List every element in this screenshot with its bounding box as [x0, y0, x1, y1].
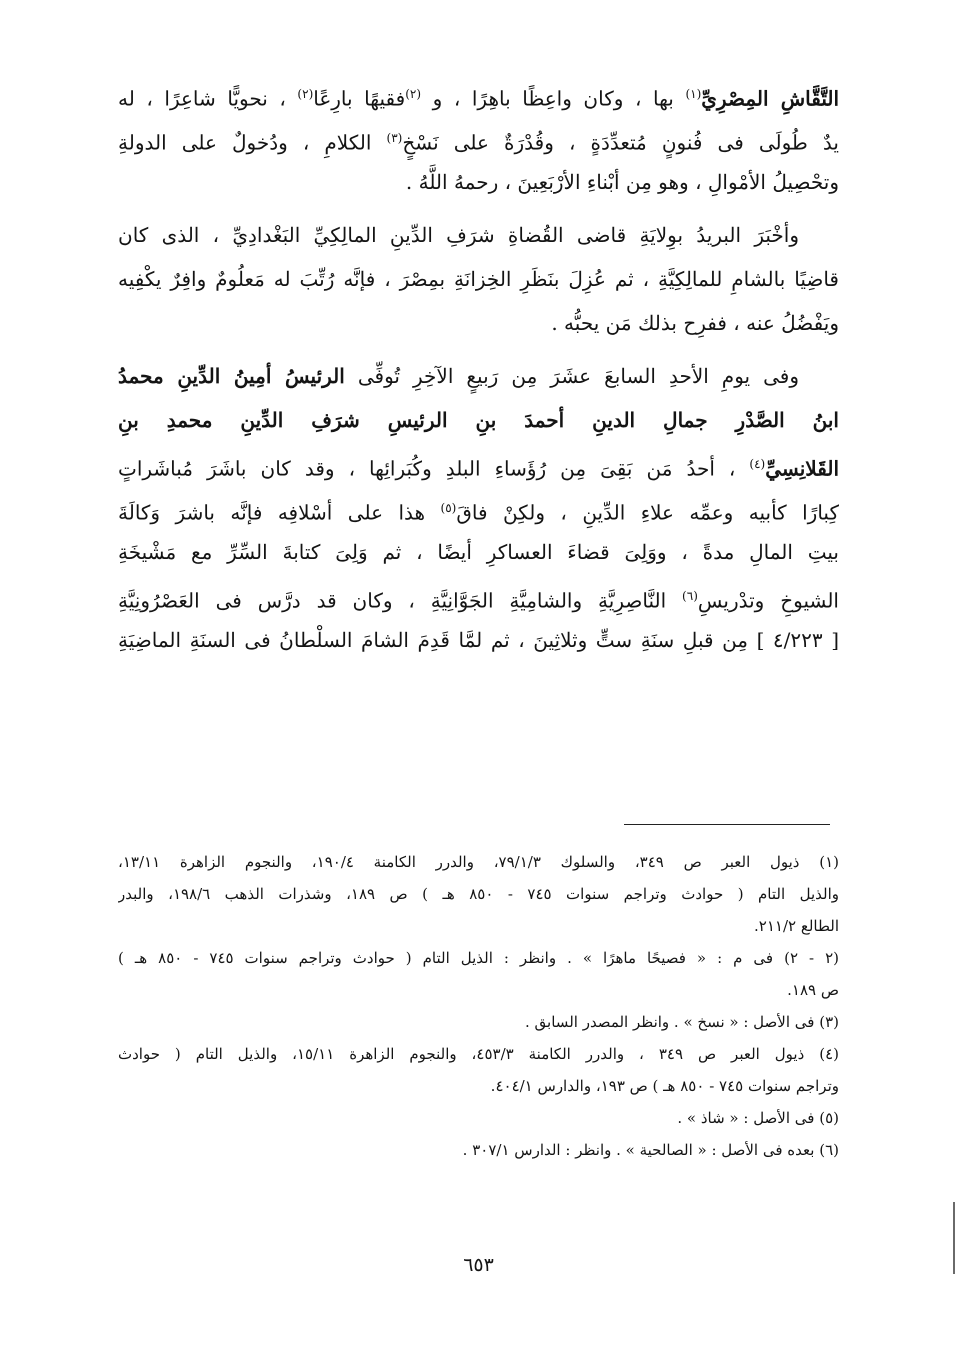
footnote-line: (٤) ذيول العبر ص ٣٤٩ ، والدرر الكامنة ٤٥٣/٣، والنجوم الزاهرة ١٥/١١، والذيل التام ( حوادث: [118, 1045, 839, 1063]
bold-name: التَّقَّاشِ المِصْرِيِّ: [701, 86, 839, 111]
bold-name: القَلانِسِيِّ: [765, 456, 839, 481]
bold-name: ابنُ الصَّدْرِ جمالِ الدينِ أحمدَ بنِ الرئيسِ شرَفِ الدِّينِ محمدِ بنِ: [118, 408, 839, 432]
paragraph-gap: [118, 204, 839, 213]
footnote-marker: (١): [685, 87, 702, 101]
text-run: هذا على أسْلافِه فإنَّه باشرَ وَكالَةَ: [118, 500, 441, 525]
footnote-marker: (٥): [440, 501, 457, 515]
text-line: [118, 301, 839, 345]
footnote-line: (٢ - ٢) فى م : « فصيحًا ماهرًا » . وانظر : الذيل التام ( حوادث وتراجم سنوات ٧٤٥ - ٨٥٠ هـ ): [118, 949, 839, 967]
text-run: ، أحدُ مَن بَقِىَ مِن رُؤَساءِ البلدِ وكُبَرائِها ، وقد كان باشَرَ مُباشَراتٍ: [118, 456, 750, 481]
text-run: كِبارًا كأبيه وعمِّه علاءِ الدِّينِ ، ولكِنْ فاقَ: [456, 500, 839, 525]
text-line: [118, 354, 839, 398]
footnote-marker: (٦): [682, 589, 698, 603]
footnote-line: (٦) بعده فى الأصل : « الصالحية » . وانظر : الدارس ٣٠٧/١ .: [462, 1141, 839, 1159]
footnote-separator: [624, 824, 830, 825]
footnote-line: (٥) فى الأصل : « شاذ » .: [677, 1109, 839, 1127]
text-line: [118, 72, 839, 116]
footnote-line: الطالع ٢١١/٢.: [754, 917, 839, 935]
main-text: [118, 72, 839, 662]
text-line: [118, 486, 839, 530]
text-run: الكلامِ ، ودُخولٌ على الدولةِ: [118, 130, 387, 155]
footnote-line: والذيل التام ( حوادث وتراجم سنوات ٧٤٥ - ٨٥٠ هـ ) ص ١٨٩، وشذرات الذهب ١٩٨/٦، والبدر: [118, 885, 839, 903]
scan-edge-mark: [953, 1202, 955, 1274]
text-line: [118, 398, 839, 442]
paragraph-gap: [118, 345, 839, 354]
text-run: الشيوخِ وتدْريسِ: [697, 588, 839, 613]
text-line: [118, 213, 839, 257]
text-run: [ ٤/٢٢٣ ] مِن قبلِ سنَةِ ستٍّ وثلاثِينَ ، ثم لمَّا قَدِمَ الشامَ السلْطانُ فى السنَةِ الماضِيَةِ: [118, 628, 839, 652]
footnotes: [118, 846, 839, 1166]
text-run: قاضِيًا بالشامِ للمالِكِيَّةِ ، ثم عُزِلَ بنَظَرِ الخِزانَةِ بمِصْرَ ، فإنَّه رُتِّبَ له مَعلُومٌ وافِرٌ يكْفِيه: [118, 267, 839, 291]
page-number: ٦٥٣: [463, 1254, 494, 1276]
footnote-marker: (٢): [297, 87, 314, 101]
footnote-marker: (٤): [749, 457, 766, 471]
bold-name: الرئيسُ أمِينُ الدِّينِ محمدُ: [118, 364, 345, 388]
footnote-marker: (٣): [386, 131, 403, 145]
text-line: [118, 574, 839, 618]
footnote-line: (١) ذيول العبر ص ٣٤٩، والسلوك ٧٩/١/٣، والدرر الكامنة ١٩٠/٤، والنجوم الزاهرة ١٣/١١،: [118, 853, 839, 871]
footnote-line: (٣) فى الأصل : « نسخ » . وانظر المصدر السابق .: [525, 1013, 839, 1031]
text-line: [118, 530, 839, 574]
footnote-marker: (٢): [405, 87, 422, 101]
text-run: ، نحويًّا شاعِرًا ، له: [118, 86, 298, 111]
text-run: بيتِ المالِ مدةً ، ووَلِىَ قضاءَ العساكرِ أيضًا ، ثم وَلِىَ كتابةَ السِّرِّ مع مَشْيخَةِ: [118, 540, 839, 564]
text-run: وتحْصِيلُ الأمْوالِ ، وهو مِن أبْناءِ الأرْبَعِينَ ، رحمهُ اللَّهُ .: [405, 170, 839, 194]
text-line: [118, 257, 839, 301]
text-run: وأخْبَرَ البريدُ بوِلايَةِ قاضى القُضاةِ شرَفِ الدِّينِ المالِكِيِّ البَغْدادِيِّ ، الذى كان: [118, 223, 799, 247]
text-run: ويَفْضُلُ عنه ، ففرِح بذلك مَن يحبُّه .: [551, 311, 839, 335]
text-run: وفى يومِ الأحدِ السابعَ عشَرَ مِن رَبيعٍ الآخِرِ تُوفِّى: [344, 364, 800, 388]
text-line: [118, 618, 839, 662]
text-run: فقيهًا بارِعًا: [313, 86, 406, 111]
footnote-line: ص ١٨٩.: [787, 981, 839, 999]
text-run: يدٌ طُولَى فى فُنونٍ مُتعدِّدَةٍ ، وقُدْرَةٌ على نَسْخٍ: [402, 130, 839, 155]
text-line: [118, 116, 839, 160]
text-line: [118, 442, 839, 486]
footnote-line: وتراجم سنوات ٧٤٥ - ٨٥٠ هـ ) ص ١٩٣، والدارس ٤٠٤/١.: [490, 1077, 839, 1095]
text-line: [118, 160, 839, 204]
text-run: بها ، وكان واعِظًا باهِرًا ، و: [421, 86, 686, 111]
text-run: النَّاصِرِيَّةِ والشامِيَّةِ الجَوَّانِيَّةِ ، وكان قد درَّس فى العَصْرُونِيَّةِ: [118, 588, 683, 613]
